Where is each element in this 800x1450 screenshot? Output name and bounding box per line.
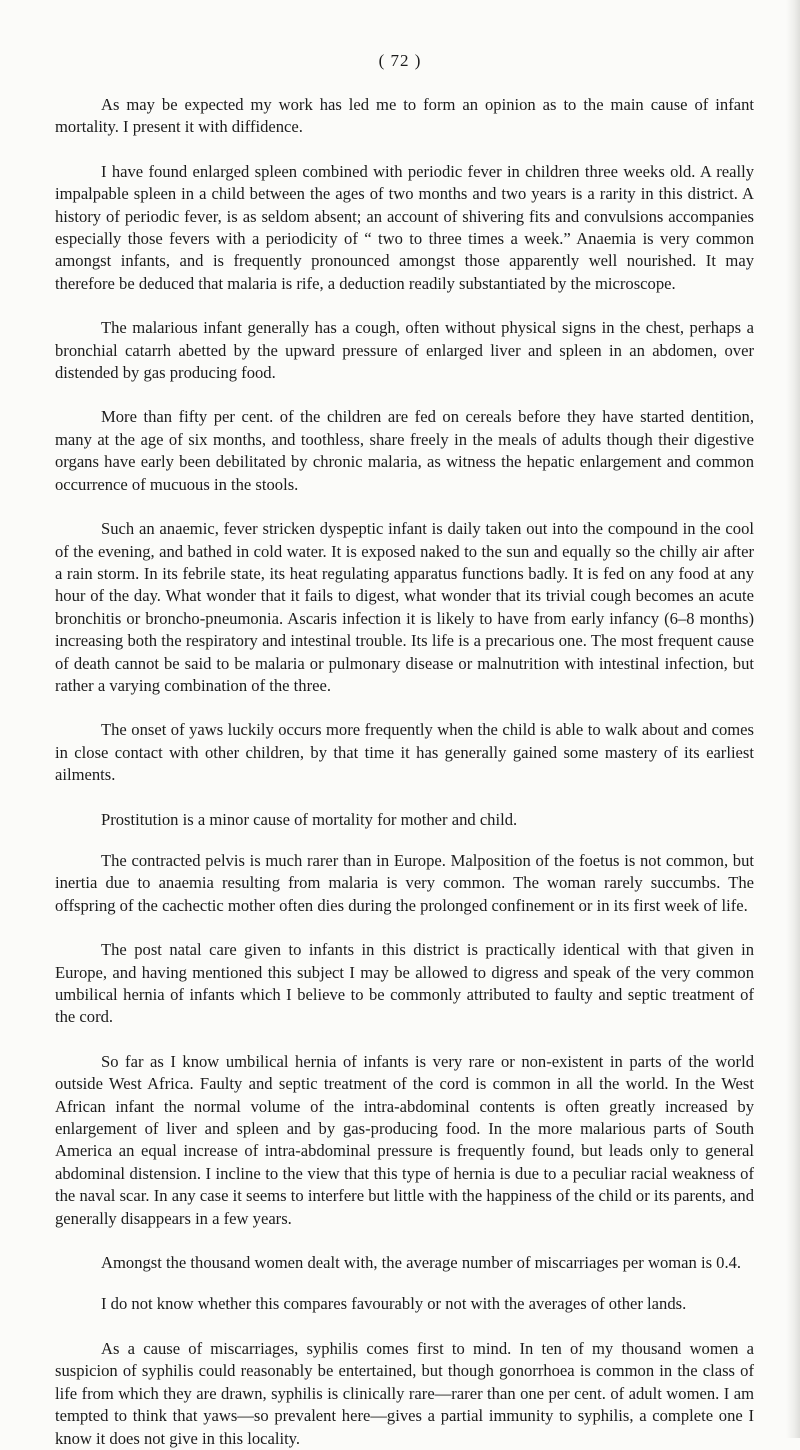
paragraph-cereal-feeding: More than fifty per cent. of the children are fed on cereals before they have started dentition, many at the age of six months, and toothless, share freely in the meals of adults though their digestive organs have early been debilitated by chronic malaria, as witness the hepatic enlargement and common occurrence of mucuous in the stools.	[55, 407, 754, 494]
body-text	[55, 94, 754, 1450]
paragraph-anaemic-infant-care: Such an anaemic, fever stricken dyspeptic infant is daily taken out into the compound in the cool of the evening, and bathed in cold water. It is exposed naked to the sun and equally so the chilly air after a rain storm. In its febrile state, its heat regulating apparatus functions badly. It is fed on any food at any hour of the day. What wonder that it fails to digest, what wonder that its trivial cough becomes an acute bronchitis or broncho-pneumonia. Ascaris infection it is likely to have from early infancy (6–8 months) increasing both the respiratory and intestinal trouble. Its life is a precarious one. The most frequent cause of death cannot be said to be malaria or pulmonary disease or malnutrition with intestinal infection, but rather a varying combination of the three.	[55, 519, 754, 695]
paragraph-enlarged-spleen: I have found enlarged spleen combined with periodic fever in children three weeks old. A really impalpable spleen in a child between the ages of two months and two years is a rarity in this district. A history of periodic fever, is as seldom absent; an account of shivering fits and convulsions accompanies especially those fevers with a periodicity of “ two to three times a week.” Anaemia is very common amongst infants, and is frequently pronounced amongst those apparently well nourished. It may therefore be deduced that malaria is rife, a deduction readily substantiated by the microscope.	[55, 161, 754, 293]
paragraph-miscarriage-average: Amongst the thousand women dealt with, the average number of miscarriages per woman is 0.4.	[101, 1253, 742, 1273]
paragraph-comparison-other-lands: I do not know whether this compares favourably or not with the averages of other lands.	[101, 1294, 687, 1314]
paragraph-prostitution: Prostitution is a minor cause of mortality for mother and child.	[101, 809, 518, 829]
paragraph-malarious-infant-cough: The malarious infant generally has a cough, often without physical signs in the chest, perhaps a bronchial catarrh abetted by the upward pressure of enlarged liver and spleen in an abdomen, over distended by gas producing food.	[55, 318, 754, 383]
paragraph-contracted-pelvis: The contracted pelvis is much rarer than in Europe. Malposition of the foetus is not common, but inertia due to anaemia resulting from malaria is very common. The woman rarely succumbs. The offspring of the cachectic mother often dies during the prolonged confinement or in its first week of life.	[55, 850, 754, 915]
page-edge-shadow	[786, 0, 800, 1438]
paragraph-umbilical-hernia: So far as I know umbilical hernia of infants is very rare or non-existent in parts of the world outside West Africa. Faulty and septic treatment of the cord is common in all the world. In the West African infant the normal volume of the intra-abdominal contents is often greatly increased by enlargement of liver and spleen and by gas-producing food. In the more malarious parts of South America an equal increase of intra-abdominal pressure is frequently found, but leads only to general abdominal distension. I incline to the view that this type of hernia is due to a peculiar racial weakness of the naval scar. In any case it seems to interfere but little with the happiness of the child or its parents, and generally disappears in a few years.	[55, 1051, 754, 1228]
paragraph-yaws-onset: The onset of yaws luckily occurs more frequently when the child is able to walk about and comes in close contact with other children, by that time it has generally gained some mastery of its earliest ailments.	[55, 720, 754, 785]
paragraph-syphilis-miscarriages: As a cause of miscarriages, syphilis comes first to mind. In ten of my thousand women a suspicion of syphilis could reasonably be entertained, but though gonorrhoea is common in the class of life from which they are drawn, syphilis is clinically rare—rarer than one per cent. of adult women. I am tempted to think that yaws—so prevalent here—gives a partial immunity to syphilis, a complete one I know it does not give in this locality.	[55, 1338, 754, 1448]
page-number: ( 72 )	[378, 51, 422, 70]
paragraph-infant-mortality-intro: As may be expected my work has led me to form an opinion as to the main cause of infant mortality. I present it with diffidence.	[55, 95, 754, 137]
paragraph-post-natal-care: The post natal care given to infants in this district is practically identical with that given in Europe, and having mentioned this subject I may be allowed to digress and speak of the very common umbilical hernia of infants which I believe to be commonly attributed to faulty and septic treatment of the cord.	[55, 940, 754, 1027]
